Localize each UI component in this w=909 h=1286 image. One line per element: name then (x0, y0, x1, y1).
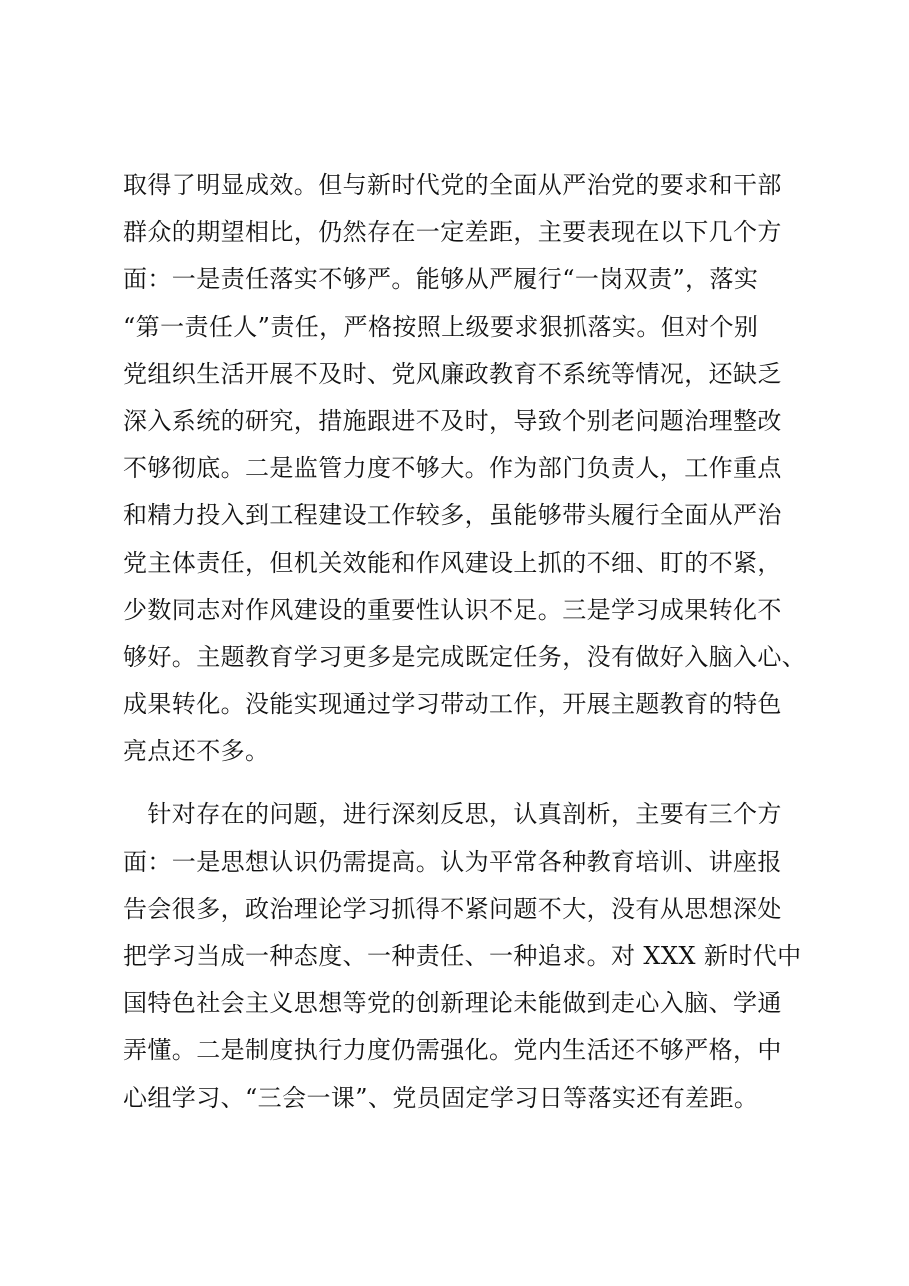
text-line: 告会很多，政治理论学习抓得不紧问题不大，没有从思想深处 (123, 894, 782, 923)
text-line: 不够彻底。二是监管力度不够大。作为部门负责人，工作重点 (123, 454, 782, 483)
text-line: 亮点还不多。 (123, 737, 270, 766)
document-body (123, 162, 813, 1122)
text-line: 党组织生活开展不及时、党风廉政教育不系统等情况，还缺乏 (123, 359, 782, 388)
text-line: 和精力投入到工程建设工作较多，虽能够带头履行全面从严治 (123, 501, 782, 530)
text-line: 针对存在的问题，进行深刻反思，认真剖析，主要有三个方 (123, 800, 782, 829)
text-line: 把学习当成一种态度、一种责任、一种追求。对 XXX 新时代中 (123, 942, 802, 970)
text-line: 弄懂。二是制度执行力度仍需强化。党内生活还不够严格，中 (123, 1036, 782, 1065)
text-line: “第一责任人”责任，严格按照上级要求狠抓落实。但对个别 (123, 312, 759, 341)
text-line: 取得了明显成效。但与新时代党的全面从严治党的要求和干部 (123, 171, 782, 199)
paragraph-spacer (123, 775, 813, 791)
text-line: 深入系统的研究，措施跟进不及时，导致个别老问题治理整改 (123, 406, 782, 435)
text-line: 群众的期望相比，仍然存在一定差距，主要表现在以下几个方 (123, 218, 782, 247)
paragraph-2 (123, 791, 813, 1121)
text-line: 少数同志对作风建设的重要性认识不足。三是学习成果转化不 (123, 595, 782, 624)
text-line: 成果转化。没能实现通过学习带动工作，开展主题教育的特色 (123, 690, 782, 719)
text-line: 够好。主题教育学习更多是完成既定任务，没有做好入脑入心、 (123, 642, 807, 671)
text-line: 面：一是思想认识仍需提高。认为平常各种教育培训、讲座报 (123, 847, 782, 876)
text-line: 心组学习、“三会一课”、党员固定学习日等落实还有差距。 (123, 1083, 759, 1112)
text-line: 国特色社会主义思想等党的创新理论未能做到走心入脑、学通 (123, 989, 782, 1018)
text-line: 面：一是责任落实不够严。能够从严履行“一岗双责”，落实 (123, 265, 759, 294)
text-line: 党主体责任，但机关效能和作风建设上抓的不细、盯的不紧， (123, 548, 782, 577)
paragraph-1 (123, 162, 813, 775)
